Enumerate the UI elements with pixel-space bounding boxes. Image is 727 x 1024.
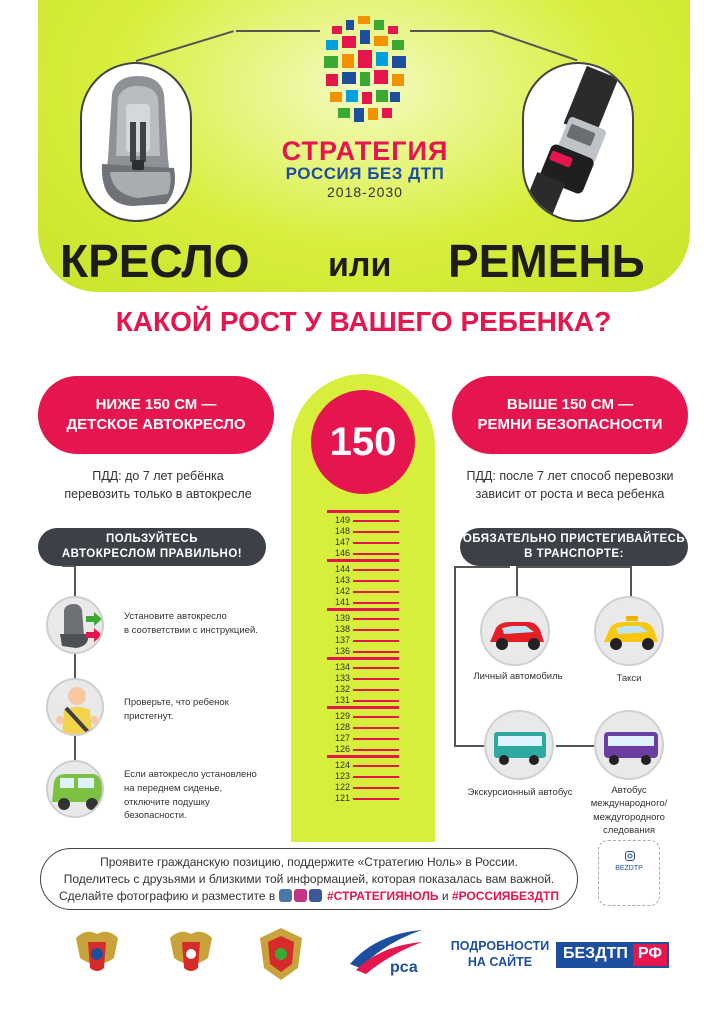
- step-line: в соответствии с инструкцией.: [124, 624, 258, 636]
- ruler-tick: [353, 667, 399, 669]
- vehicle-label-tour-bus: [460, 786, 580, 799]
- connector-line: [454, 566, 456, 746]
- step-line: Если автокресло установлено: [124, 769, 257, 780]
- ruler-major-tick: [327, 755, 399, 758]
- right-rule-note: [452, 468, 688, 503]
- vehicle-circle-private: [480, 596, 550, 666]
- brand-part2: РФ: [633, 944, 667, 966]
- civic-prefix: Сделайте фотографию и разместите в: [59, 888, 276, 903]
- step-line: безопасности.: [124, 810, 187, 822]
- instagram-qr-box[interactable]: [598, 840, 660, 906]
- step-line: Проверьте, что ребенок: [124, 697, 229, 708]
- ministry-education-emblem: [164, 924, 218, 984]
- vehicle-label-line: Автобус: [611, 785, 647, 796]
- more-info-label: [448, 938, 552, 971]
- connector-line: [410, 30, 494, 32]
- ruler-tick: [353, 749, 399, 751]
- facebook-icon[interactable]: [309, 889, 322, 902]
- vehicle-label-taxi: [584, 672, 674, 685]
- ruler-tick: [353, 618, 399, 620]
- child-belted-icon: [48, 680, 104, 736]
- rsa-text: рса: [390, 959, 418, 976]
- step-text-buckle: [124, 696, 294, 724]
- note-line: ПДД: после 7 лет способ перевозки: [466, 469, 674, 483]
- vehicle-label-line: международного/: [590, 798, 668, 810]
- ruler-major-tick: [327, 510, 399, 513]
- car-seat-step-icon: [48, 598, 104, 654]
- ruler-tick-label: 131: [335, 695, 351, 705]
- ruler-tick: [353, 738, 399, 740]
- step-circle-airbag: [46, 760, 104, 818]
- logo-title: СТРАТЕГИЯ: [281, 136, 449, 166]
- logo-years: 2018-2030: [327, 184, 403, 200]
- step-circle-install: [46, 596, 104, 654]
- vk-icon[interactable]: [279, 889, 292, 902]
- headline-left: КРЕСЛО: [60, 235, 250, 287]
- section-title-line: В ТРАНСПОРТЕ:: [524, 548, 624, 560]
- connector-line: [236, 30, 320, 32]
- ruler-tick-label: 124: [335, 760, 351, 770]
- ruler-tick: [353, 520, 399, 522]
- ruler-tick: [353, 629, 399, 631]
- green-car-icon: [48, 762, 104, 818]
- ruler-tick-label: 136: [335, 646, 351, 656]
- vehicle-label-line: междугородного: [593, 811, 665, 823]
- hashtag-russia-no-accidents[interactable]: #РОССИЯБЕЗДТП: [451, 888, 559, 903]
- step-circle-buckle: [46, 678, 104, 736]
- taxi-icon: [596, 598, 664, 666]
- vehicle-label-line: следования: [602, 824, 656, 836]
- ruler-tick-label: 137: [335, 635, 351, 645]
- ruler-major-tick: [327, 706, 399, 709]
- pill-line: ДЕТСКОЕ АВТОКРЕСЛО: [66, 416, 246, 433]
- ruler-tick: [353, 580, 399, 582]
- strategy-logo-mosaic: [322, 12, 408, 130]
- ruler-tick-label: 133: [335, 673, 351, 683]
- headline-right: РЕМЕНЬ: [448, 235, 645, 287]
- left-rule-note: [48, 468, 268, 503]
- ruler-tick-label: 143: [335, 575, 351, 585]
- tour-bus-icon: [486, 712, 554, 780]
- below-150-pill: [38, 376, 274, 454]
- ruler-tick-label: 128: [335, 722, 351, 732]
- coach-bus-icon: [596, 712, 664, 780]
- connector-line: [454, 566, 510, 568]
- ruler-tick-label: 127: [335, 733, 351, 743]
- vehicle-circle-taxi: [594, 596, 664, 666]
- ruler-tick: [353, 798, 399, 800]
- ruler-tick-label: 148: [335, 526, 351, 536]
- more-info-line: НА САЙТЕ: [467, 955, 533, 970]
- instagram-icon: [625, 851, 635, 861]
- step-line: отключите подушку: [124, 796, 210, 808]
- ruler-tick: [353, 727, 399, 729]
- question-heading: КАКОЙ РОСТ У ВАШЕГО РЕБЕНКА?: [115, 306, 612, 337]
- car-seat-icon: [82, 64, 192, 222]
- connector-line: [62, 565, 74, 567]
- ruler-major-tick: [327, 657, 399, 660]
- step-text-install: [124, 610, 294, 638]
- rsa-logo: [346, 924, 426, 984]
- headline: [60, 234, 670, 290]
- ruler-tick: [353, 716, 399, 718]
- ruler-tick-label: 129: [335, 711, 351, 721]
- vehicle-label-line: Личный автомобиль: [473, 671, 563, 682]
- vehicle-circle-tour-bus: [484, 710, 554, 780]
- ruler-tick: [353, 591, 399, 593]
- right-section-title: [460, 528, 688, 566]
- ruler-tick-label: 122: [335, 782, 351, 792]
- seatbelt-image: [522, 62, 634, 222]
- ruler-tick-label: 149: [335, 515, 351, 525]
- connector-line: [630, 566, 632, 598]
- ruler-tick-label: 146: [335, 548, 351, 558]
- section-title-line: ОБЯЗАТЕЛЬНО ПРИСТЕГИВАЙТЕСЬ: [462, 533, 686, 546]
- step-line: пристегнут.: [124, 710, 174, 722]
- ruler-major-tick: [327, 559, 399, 562]
- step-line: Установите автокресло: [124, 611, 227, 622]
- ruler-top-value: 150: [311, 390, 415, 494]
- connector-line: [556, 745, 596, 747]
- pill-line: НИЖЕ 150 СМ —: [95, 395, 217, 413]
- brand-part1: БЕЗДТП: [558, 944, 633, 966]
- ruler-tick: [353, 569, 399, 571]
- ruler-tick: [353, 776, 399, 778]
- connector-line: [516, 566, 518, 598]
- step-text-airbag: [124, 768, 294, 823]
- section-title-line: АВТОКРЕСЛОМ ПРАВИЛЬНО!: [61, 548, 243, 560]
- ruler-tick-label: 147: [335, 537, 351, 547]
- section-title-line: ПОЛЬЗУЙТЕСЬ: [106, 533, 198, 546]
- ruler-tick: [353, 640, 399, 642]
- vehicle-circle-coach: [594, 710, 664, 780]
- logo-subtitle: РОССИЯ БЕЗ ДТП: [285, 164, 445, 183]
- ruler-tick-label: 144: [335, 564, 351, 574]
- traffic-police-emblem: [254, 924, 308, 984]
- instagram-icon[interactable]: [294, 889, 307, 902]
- ruler-tick-label: 121: [335, 793, 351, 803]
- ruler-major-tick: [327, 608, 399, 611]
- step-line: на переднем сиденье,: [124, 782, 223, 794]
- ruler-tick: [353, 542, 399, 544]
- ruler-tick-label: 138: [335, 624, 351, 634]
- connector-line: [516, 566, 630, 568]
- more-info-line: ПОДРОБНОСТИ: [450, 939, 550, 953]
- vehicle-label-private: [470, 670, 566, 683]
- pill-line: ВЫШЕ 150 СМ —: [506, 395, 634, 413]
- ruler-tick: [353, 531, 399, 533]
- ruler-tick-label: 126: [335, 744, 351, 754]
- ruler-tick-label: 132: [335, 684, 351, 694]
- hashtag-strategy-zero[interactable]: #СТРАТЕГИЯНОЛЬ: [326, 888, 439, 903]
- ruler-tick-label: 139: [335, 613, 351, 623]
- vehicle-label-coach: [584, 784, 674, 837]
- height-ruler: [291, 374, 435, 842]
- ruler-tick: [353, 765, 399, 767]
- ruler-tick: [353, 553, 399, 555]
- instagram-handle: BEZDTP: [615, 865, 643, 872]
- ruler-tick-label: 134: [335, 662, 351, 672]
- civic-message: [40, 848, 578, 910]
- note-line: ПДД: до 7 лет ребёнка: [92, 469, 224, 483]
- bezdtp-website-link[interactable]: [556, 942, 669, 968]
- seatbelt-buckle-icon: [524, 64, 634, 222]
- ruler-tick-label: 141: [335, 597, 351, 607]
- ministry-transport-emblem: [70, 924, 124, 984]
- ruler-tick: [353, 700, 399, 702]
- ruler-tick: [353, 689, 399, 691]
- ruler-tick: [353, 787, 399, 789]
- pill-line: РЕМНИ БЕЗОПАСНОСТИ: [477, 416, 663, 433]
- connector-line: [454, 745, 486, 747]
- headline-middle: или: [328, 246, 392, 284]
- ruler-tick-label: 123: [335, 771, 351, 781]
- above-150-pill: [452, 376, 688, 454]
- ruler-tick: [353, 602, 399, 604]
- vehicle-label-line: Такси: [616, 673, 642, 684]
- note-line: перевозить только в автокресле: [64, 486, 252, 501]
- ruler-tick: [353, 678, 399, 680]
- vehicle-label-line: Экскурсионный автобус: [467, 787, 573, 798]
- ruler-tick: [353, 651, 399, 653]
- ruler-tick-label: 142: [335, 586, 351, 596]
- left-section-title: [38, 528, 266, 566]
- red-car-icon: [482, 598, 550, 666]
- car-seat-image: [80, 62, 192, 222]
- civic-line: [41, 888, 577, 905]
- civic-line: Поделитесь с друзьями и близкими той информацией, которая показалась вам важной.: [63, 871, 555, 886]
- note-line: зависит от роста и веса ребенка: [475, 486, 665, 501]
- civic-conj: и: [441, 888, 449, 903]
- civic-line: Проявите гражданскую позицию, поддержите «Стратегию Ноль» в России.: [100, 855, 518, 869]
